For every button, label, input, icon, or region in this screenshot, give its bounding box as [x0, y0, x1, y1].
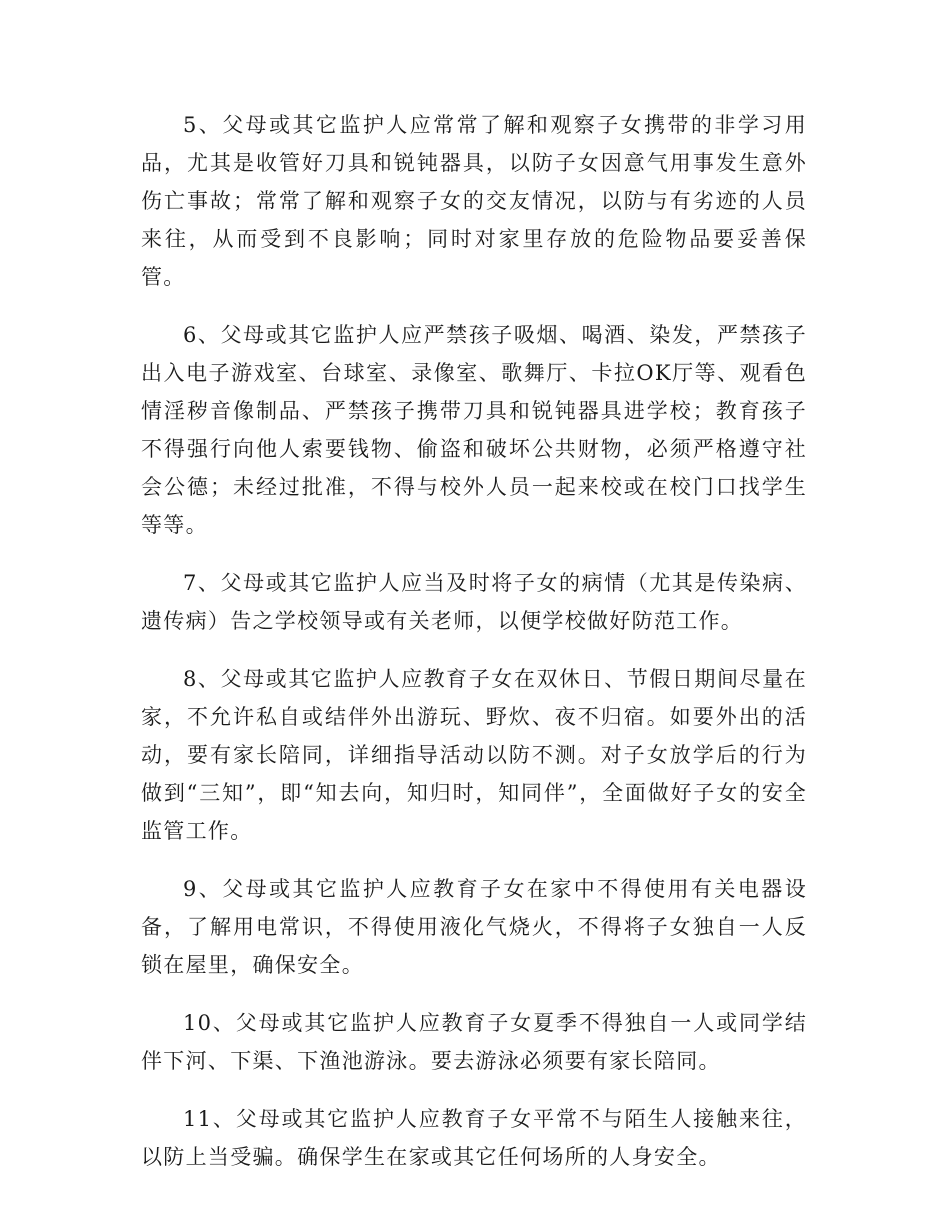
paragraph-item-10: 10、父母或其它监护人应教育子女夏季不得独自一人或同学结伴下河、下渠、下渔池游泳。要去游泳必须要有家长陪同。	[141, 1011, 807, 1073]
paragraph-item-8: 8、父母或其它监护人应教育子女在双休日、节假日期间尽量在家，不允许私自或结伴外出游玩、野炊、夜不归宿。如要外出的活动，要有家长陪同，详细指导活动以防不测。对子女放学后的行为做到“三知”，即“知去向，知归时，知同伴”，全面做好子女的安全监管工作。	[141, 667, 807, 843]
document-body	[141, 106, 807, 1196]
paragraph-item-7: 7、父母或其它监护人应当及时将子女的病情（尤其是传染病、遗传病）告之学校领导或有关老师，以便学校做好防范工作。	[141, 571, 807, 633]
paragraph-item-11: 11、父母或其它监护人应教育子女平常不与陌生人接触来往，以防上当受骗。确保学生在家或其它任何场所的人身安全。	[141, 1107, 807, 1169]
paragraph-item-5: 5、父母或其它监护人应常常了解和观察子女携带的非学习用品，尤其是收管好刀具和锐钝器具，以防子女因意气用事发生意外伤亡事故；常常了解和观察子女的交友情况，以防与有劣迹的人员来往，从而受到不良影响；同时对家里存放的危险物品要妥善保管。	[141, 113, 807, 289]
paragraph-item-6: 6、父母或其它监护人应严禁孩子吸烟、喝酒、染发，严禁孩子出入电子游戏室、台球室、录像室、歌舞厅、卡拉OK厅等、观看色情淫秽音像制品、严禁孩子携带刀具和锐钝器具进学校；教育孩子不得强行向他人索要钱物、偷盗和破坏公共财物，必须严格遵守社会公德；未经过批准，不得与校外人员一起来校或在校门口找学生等等。	[141, 323, 807, 537]
paragraph-item-9: 9、父母或其它监护人应教育子女在家中不得使用有关电器设备，了解用电常识，不得使用液化气烧火，不得将子女独自一人反锁在屋里，确保安全。	[141, 877, 807, 977]
